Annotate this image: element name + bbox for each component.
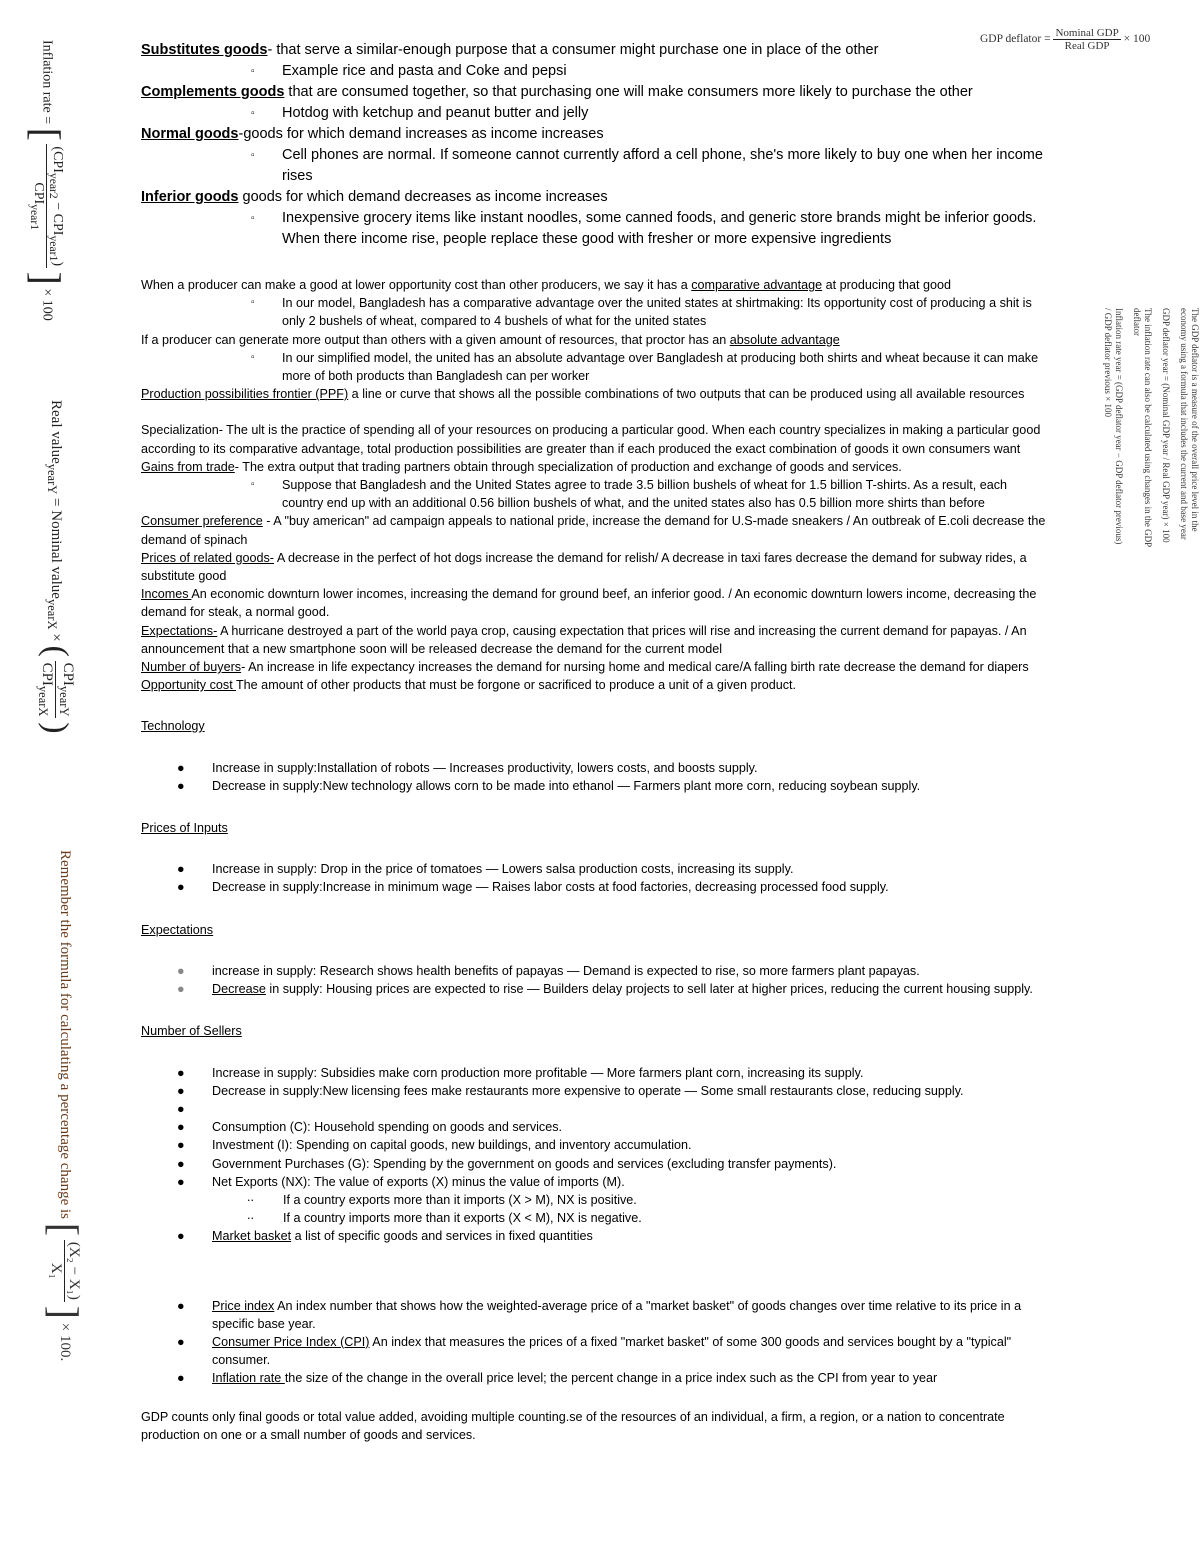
bullet-icon: ● (177, 1083, 185, 1098)
bracket-open: [ (24, 127, 69, 141)
right-note: The inflation rate can also be calculated using changes in the GDP deflator (1132, 308, 1153, 547)
determinant-term: Consumer preference (141, 514, 263, 529)
absolute-advantage-definition: If a producer can generate more output than others with a given amount of resources, that proctor has an absolute advantage (141, 332, 840, 347)
supply-item: ● increase in supply: Research shows health benefits of papayas — Demand is expected to rise, so more farmers plant papayas. (141, 962, 1051, 980)
price-term-definition: ● Price index An index number that shows how the weighted-average price of a "market basket" of goods changes over time relative to its price in a specific base year. (177, 1298, 1022, 1331)
paren-close: ) (37, 722, 75, 734)
right-note: The GDP deflator is a measure of the overall price level in the economy using a formula that includes the current and base year (1179, 308, 1200, 540)
bullet-icon: ● (177, 1298, 185, 1313)
sub-bullet-icon: .. (247, 1189, 254, 1204)
square-bullet-icon: ▫ (251, 108, 255, 119)
square-bullet-icon: ▫ (251, 479, 255, 491)
goods-term: Normal goods (141, 126, 239, 142)
right-note: Inflation rate year = (GDP deflator year − GDP deflator previous) / GDP deflator previous × 100 (1103, 308, 1124, 545)
real-value-times: × (48, 629, 65, 646)
percentage-change-tail: × 100. (57, 1322, 74, 1362)
notes-body (141, 40, 1051, 1444)
gdp-deflator-denominator: Real GDP (1064, 40, 1110, 52)
bullet-icon: ● (177, 1138, 185, 1153)
gdp-component: ● Net Exports (NX): The value of exports (X) minus the value of imports (M). (141, 1173, 1051, 1191)
demand-determinant: Expectations- A hurricane destroyed a part of the world paya crop, causing expectation that prices will rise and increasing the current demand for papayas. / An announcement that a new smartphone soon will be released decrease the demand for the current model (141, 623, 1027, 656)
determinant-term: Expectations- (141, 623, 218, 638)
supply-item: ● Decrease in supply:New licensing fees make restaurants more expensive to operate — Some small restaurants close, reducing supply. (141, 1082, 1051, 1100)
demand-determinant: Number of buyers- An increase in life expectancy increases the demand for nursing home and medical care/A falling birth rate decrease the demand for diapers (141, 660, 1029, 675)
bracket-close: ] (24, 271, 69, 285)
demand-determinant: Prices of related goods- A decrease in the perfect of hot dogs increase the demand for relish/ A decrease in taxi fares decrease the demand for subway rides, a substitute good (141, 550, 1027, 584)
demand-determinant: Opportunity cost The amount of other products that must be forgone or sacrificed to produce a unit of a given product. (141, 678, 797, 693)
gains-from-trade-example: ▫ Suppose that Bangladesh and the United States agree to trade 3.5 billion bushels of wheat for 1.5 billion T-shirts. As a result, each country end up with an additional 0.56 billion bushels of what, and the united states also has 0.5 billion more shirts than before (251, 478, 1008, 511)
gdp-component: ● Government Purchases (G): Spending by the government on goods and services (excluding transfer payments). (141, 1155, 1051, 1173)
bullet-icon: ● (177, 1101, 185, 1116)
absolute-advantage-term: absolute advantage (729, 332, 840, 347)
bullet-icon: ● (177, 760, 185, 775)
bullet-icon: ● (177, 982, 185, 997)
bullet-icon: ● (177, 1174, 185, 1189)
price-term-definition: ● Inflation rate the size of the change in the overall price level; the percent change in a price index such as the CPI from year to year (141, 1369, 1051, 1387)
comparative-advantage-example: ▫ In our model, Bangladesh has a comparative advantage over the united states at shirtmaking: Its opportunity cost of producing a shit is only 2 bushels of wheat, compared to 4 bushels of what for the united states (251, 296, 1032, 329)
sub-bullet-icon: .. (247, 1208, 254, 1223)
supply-item: ● Decrease in supply:Increase in minimum wage — Raises labor costs at food factories, decreasing processed food supply. (141, 878, 1051, 896)
gdp-component: ● Consumption (C): Household spending on goods and services. (141, 1118, 1051, 1136)
goods-term: Complements goods (141, 84, 285, 100)
determinant-term: Prices of related goods- (141, 550, 275, 565)
bracket-open: [ (42, 1222, 87, 1237)
gdp-deflator-fraction (1053, 27, 1120, 52)
square-bullet-icon: ▫ (251, 351, 255, 363)
price-term-definition: ● Consumer Price Index (CPI) An index that measures the prices of a fixed "market basket" of some 300 goods and services bought by a "typical" consumer. (177, 1334, 1012, 1368)
goods-description: -goods for which demand increases as income increases (238, 126, 604, 142)
percentage-change-numerator: (X₂ − X₁) (66, 1241, 82, 1300)
inflation-rate-formula (23, 40, 70, 321)
supply-heading: Technology (141, 719, 205, 734)
percentage-change-reminder (41, 850, 88, 1361)
square-bullet-icon: ▫ (251, 213, 255, 224)
gdp-component: ● Investment (I): Spending on capital goods, new buildings, and inventory accumulation. (141, 1136, 1051, 1154)
goods-definition (141, 124, 1051, 145)
bullet-icon: ● (177, 1120, 185, 1135)
empty-list-item (141, 1100, 1051, 1118)
goods-term: Inferior goods (141, 189, 239, 205)
comparative-advantage-term: comparative advantage (691, 278, 823, 292)
right-margin-notes (1095, 308, 1200, 548)
goods-example: ▫ Inexpensive grocery items like instant noodles, some canned foods, and generic store brands might be inferior goods. When there income rise, people replace these good with fresher or more expensive ingredients (251, 210, 1037, 247)
determinant-term: Incomes (141, 587, 192, 602)
goods-definition (141, 82, 1051, 103)
real-value-formula (35, 400, 76, 734)
supply-item: ● Increase in supply: Subsidies make corn production more profitable — More farmers plant corn, increasing its supply. (141, 1064, 1051, 1082)
supply-item: ● Increase in supply:Installation of robots — Increases productivity, lowers costs, and boosts supply. (141, 759, 1051, 777)
supply-item: ● Increase in supply: Drop in the price of tomatoes — Lowers salsa production costs, increasing its supply. (141, 860, 1051, 878)
gdp-deflator-numerator: Nominal GDP (1055, 27, 1119, 39)
square-bullet-icon: ▫ (251, 66, 255, 77)
right-note: GDP deflator year = (Nominal GDP year / Real GDP year) × 100 (1161, 308, 1171, 543)
bracket-close: ] (42, 1305, 87, 1319)
bullet-icon: ● (177, 1156, 185, 1171)
final-note: GDP counts only final goods or total value added, avoiding multiple counting.se of the resources of an individual, a firm, a region, or a nation to concentrate production on one or a small number of goods and services. (141, 1409, 1005, 1442)
supply-item: ● Decrease in supply:New technology allows corn to be made into ethanol — Farmers plant more corn, reducing soybean supply. (141, 777, 1051, 795)
real-value-lhs: Real value$_{yearY}$ (45, 400, 65, 495)
percentage-change-fraction (47, 1240, 82, 1302)
gains-from-trade-term: Gains from trade (141, 459, 235, 474)
advantage-section (141, 276, 1051, 694)
absolute-advantage-example: ▫ In our simplified model, the united has an absolute advantage over Bangladesh at producing both shirts and wheat because it can make more of both products than Bangladesh can per worker (251, 350, 1039, 384)
inflation-rate-fraction (28, 144, 65, 268)
net-exports-case: .. If a country imports more than it exports (X < M), NX is negative. (247, 1208, 642, 1226)
ppf-term: Production possibilities frontier (PPF) (141, 387, 349, 402)
inflation-rate-tail: × 100 (39, 288, 55, 321)
comparative-advantage-definition: When a producer can make a good at lower opportunity cost than other producers, we say it has a comparative advantage at producing that good (141, 278, 951, 292)
supply-item: ● Decrease in supply: Housing prices are expected to rise — Builders delay projects to sell later at higher prices, reducing the current housing supply. (141, 980, 1051, 998)
goods-example: ▫ Example rice and pasta and Coke and pepsi (141, 61, 1051, 82)
paren-open: ( (37, 645, 75, 657)
goods-description: that are consumed together, so that purchasing one will make consumers more likely to purchase the other (284, 84, 973, 100)
bullet-icon: ● (177, 1229, 185, 1244)
goods-example: ▫ Hotdog with ketchup and peanut butter and jelly (141, 103, 1051, 124)
bullet-icon: ● (177, 1371, 185, 1386)
ppf-definition: Production possibilities frontier (PPF) a line or curve that shows all the possible combinations of two outputs that can be produced using all available resources (141, 387, 1025, 402)
market-basket-definition: ● Market basket a list of specific goods and services in fixed quantities (141, 1227, 1051, 1245)
inflation-rate-numerator: $(CPI_{year2} - CPI_{year1})$ (47, 146, 65, 267)
gains-from-trade-definition: Gains from trade- The extra output that trading partners obtain through specialization of production and exchange of goods and services. (141, 459, 902, 474)
percentage-change-denominator: X₁ (48, 1262, 64, 1279)
bullet-icon: ● (177, 1334, 185, 1349)
goods-description: goods for which demand decreases as income increases (238, 189, 608, 205)
goods-example: ▫ Cell phones are normal. If someone cannot currently afford a cell phone, she's more likely to buy one when her income rises (251, 147, 1043, 184)
supply-heading: Expectations (141, 922, 214, 937)
inflation-rate-denominator: $CPI_{year1}$ (28, 182, 46, 231)
square-bullet-icon: ▫ (251, 150, 255, 161)
real-value-fraction (35, 661, 76, 719)
goods-description: - that serve a similar-enough purpose that a consumer might purchase one in place of the other (267, 42, 879, 58)
specialization-definition: Specialization- The ult is the practice of spending all of your resources on producing a particular good. When each country specializes in making a particular good according to its comparative advantage, total production possibilities are greater than if each produced the exact combination of goods it own consumers want (141, 423, 1041, 456)
bullet-icon: ● (177, 862, 185, 877)
square-bullet-icon: ▫ (251, 297, 255, 309)
supply-section (141, 717, 1051, 1443)
bullet-icon: ● (177, 778, 185, 793)
percentage-change-text: Remember the formula for calculating a percentage change is (57, 850, 74, 1219)
real-value-denominator: $CPI_{yearX}$ (36, 662, 55, 717)
demand-determinant: Incomes An economic downturn lower incomes, increasing the demand for ground beef, an inferior good. / An economic downturn lowers income, decreasing the demand for steak, a normal good. (141, 587, 1037, 620)
gdp-deflator-lhs: GDP deflator = (980, 33, 1051, 46)
supply-heading: Number of Sellers (141, 1024, 242, 1039)
demand-determinant: Consumer preference - A "buy american" ad campaign appeals to national pride, increase the demand for U.S-made sneakers / An outbreak of E.coli decrease the demand of spinach (141, 514, 1046, 547)
goods-definition (141, 40, 1051, 61)
goods-term: Substitutes goods (141, 42, 268, 58)
real-value-mid: = Nominal value$_{yearX}$ (45, 494, 65, 630)
determinant-term: Number of buyers (141, 660, 242, 675)
inflation-rate-lhs: Inflation rate = (39, 40, 55, 125)
real-value-numerator: $CPI_{yearY}$ (57, 662, 76, 717)
goods-definition (141, 187, 1051, 208)
goods-types-section (141, 40, 1051, 250)
determinant-term: Opportunity cost (141, 678, 236, 693)
gdp-deflator-tail: × 100 (1123, 33, 1151, 46)
bullet-icon: ● (177, 1065, 185, 1080)
bullet-icon: ● (177, 880, 185, 895)
net-exports-case: .. If a country exports more than it imports (X > M), NX is positive. (247, 1189, 637, 1207)
supply-heading: Prices of Inputs (141, 821, 228, 836)
bullet-icon: ● (177, 963, 185, 978)
